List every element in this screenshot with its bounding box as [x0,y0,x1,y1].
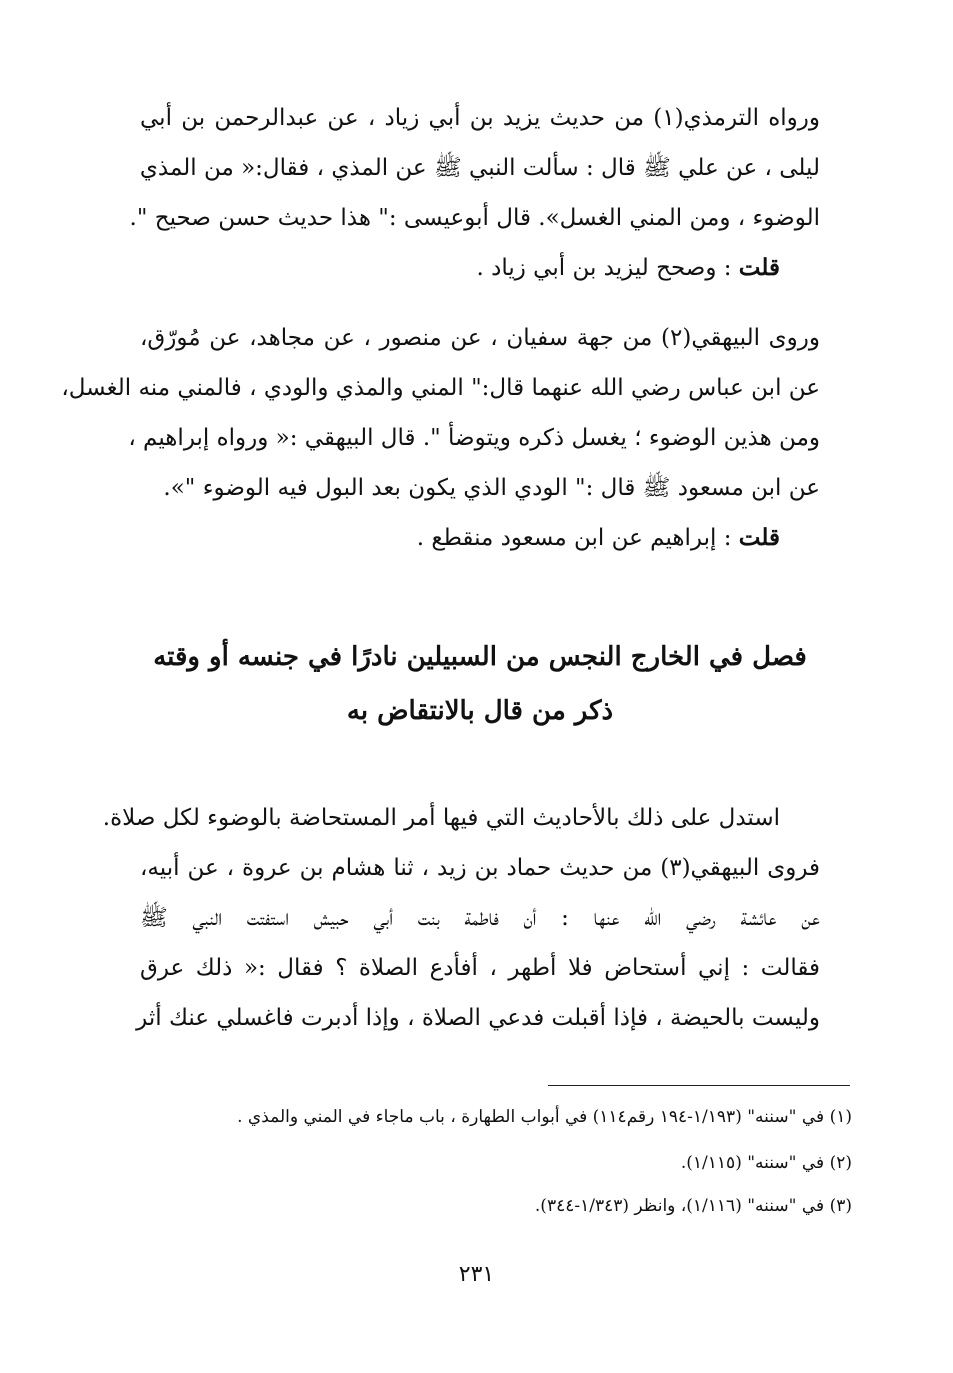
footnote-1: (١) في "سننه" (١/١٩٣-١٩٤ رقم١١٤) في أبواب الطهارة ، باب ماجاء في المني والمذي . [237,1107,852,1127]
paragraph-bayhaqi [61,313,820,563]
footnote-2: (٢) في "سننه" (١/١١٥). [680,1153,852,1173]
text-line: فقالت : إني أستحاض فلا أطهر ، أفأدع الصلاة ؟ فقال :« ذلك عرق [140,955,820,981]
text-line: الوضوء ، ومن المني الغسل». قال أبوعيسى :" هذا حديث حسن صحيح ". [129,205,820,231]
heading-line-2: ذكر من قال بالانتقاض به [346,696,614,726]
note-text: : إبراهيم عن ابن مسعود منقطع . [416,525,732,551]
note-label: قلت [738,524,780,551]
paragraph-mustahada [102,793,820,1043]
text-line: وليست بالحيضة ، فإذا أقبلت فدعي الصلاة ، وإذا أدبرت فاغسلي عنك أثر [136,1005,820,1031]
text-line: فروى البيهقي(٣) من حديث حماد بن زيد ، ثنا هشام بن عروة ، عن أبيه، [140,855,820,881]
text-line: وروى البيهقي(٢) من جهة سفيان ، عن منصور ، عن مجاهد، عن مُورّق، [140,325,820,351]
section-heading [140,630,820,738]
footnote-3: (٣) في "سننه" (١/١١٦)، وانظر (١/٣٤٣-٣٤٤). [534,1196,852,1216]
text-line: عن ابن مسعود ﷺ قال :" الودي الذي يكون بعد البول فيه الوضوء "». [163,475,820,501]
page-number: ٢٣١ [458,1262,495,1287]
text-line: ومن هذين الوضوء ؛ يغسل ذكره ويتوضأ ". قال البيهقي :« ورواه إبراهيم ، [128,425,820,451]
note-line [140,513,820,563]
text-line: ورواه الترمذي(١) من حديث يزيد بن أبي زياد ، عن عبدالرحمن بن أبي [140,105,820,131]
note-line [140,243,820,293]
footnote-divider [548,1085,850,1086]
text-line: عن ابن عباس رضي الله عنهما قال:" المني والمذي والودي ، فالمني منه الغسل، [61,375,820,401]
text-line: ليلى ، عن علي ﷺ قال : سألت النبي ﷺ عن المذي ، فقال:« من المذي [139,155,820,181]
paragraph-tirmidhi [129,93,820,293]
text-line: استدل على ذلك بالأحاديث التي فيها أمر المستحاضة بالوضوء لكل صلاة. [102,805,780,831]
note-text: : وصحح ليزيد بن أبي زياد . [476,255,732,281]
text-line: عن عائشة رضي الله عنها : أن فاطمة بنت أبي حبيش استفتت النبي ﷺ [140,905,820,931]
heading-line-1: فصل في الخارج النجس من السبيلين نادرًا في جنسه أو وقته [153,642,807,672]
note-label: قلت [738,254,780,281]
